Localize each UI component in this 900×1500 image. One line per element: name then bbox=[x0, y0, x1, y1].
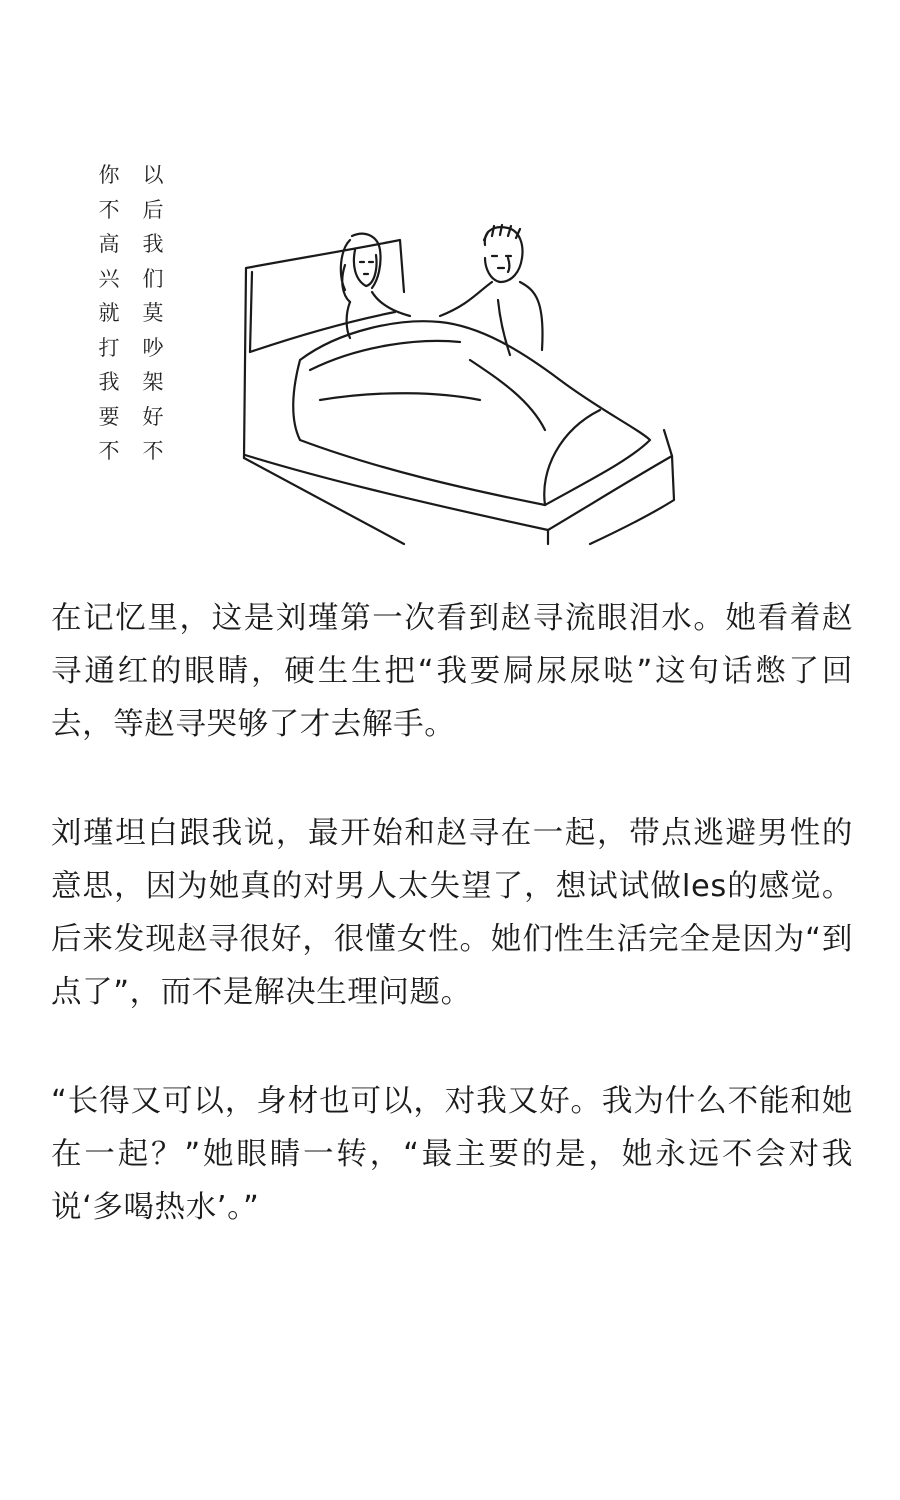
caption-char: 们 bbox=[142, 266, 164, 291]
caption-char: 我 bbox=[142, 232, 164, 256]
caption-char: 我 bbox=[98, 370, 120, 394]
article-body bbox=[51, 592, 853, 1290]
caption-char: 吵 bbox=[142, 335, 164, 360]
handwritten-caption-right bbox=[140, 158, 166, 469]
paragraph: 刘瑾坦白跟我说，最开始和赵寻在一起，带点逃避男性的意思，因为她真的对男人太失望了，想试试做les的感觉。后来发现赵寻很好，很懂女性。她们性生活完全是因为“到点了”，而不是解决生理问题。 bbox=[51, 816, 853, 1010]
bed-drawing bbox=[0, 0, 900, 560]
paragraph: 在记忆里，这是刘瑾第一次看到赵寻流眼泪水。她看着赵寻通红的眼睛，硬生生把“我要屙尿尿哒”这句话憋了回去，等赵寻哭够了才去解手。 bbox=[51, 601, 853, 742]
caption-char: 不 bbox=[142, 439, 164, 463]
bed-illustration bbox=[0, 0, 900, 560]
caption-char: 架 bbox=[142, 370, 164, 394]
blanket bbox=[293, 321, 650, 505]
caption-char: 打 bbox=[98, 335, 120, 360]
headboard bbox=[244, 240, 404, 458]
caption-char: 你 bbox=[98, 163, 120, 187]
caption-char: 要 bbox=[98, 404, 120, 429]
caption-char: 兴 bbox=[98, 266, 120, 291]
caption-char: 高 bbox=[98, 232, 120, 256]
woman-face bbox=[354, 250, 377, 286]
caption-char: 后 bbox=[142, 197, 164, 222]
caption-char: 以 bbox=[142, 163, 164, 187]
caption-char: 好 bbox=[142, 404, 164, 429]
man-body bbox=[440, 282, 543, 355]
mattress bbox=[245, 430, 672, 530]
caption-char: 就 bbox=[98, 301, 120, 325]
caption-char: 不 bbox=[98, 197, 120, 222]
handwritten-caption-left bbox=[96, 158, 122, 469]
paragraph: “长得又可以，身材也可以，对我又好。我为什么不能和她在一起？”她眼睛一转，“最主要的是，她永远不会对我说‘多喝热水’。” bbox=[51, 1084, 853, 1225]
caption-char: 不 bbox=[98, 439, 120, 463]
caption-char: 莫 bbox=[142, 301, 164, 325]
